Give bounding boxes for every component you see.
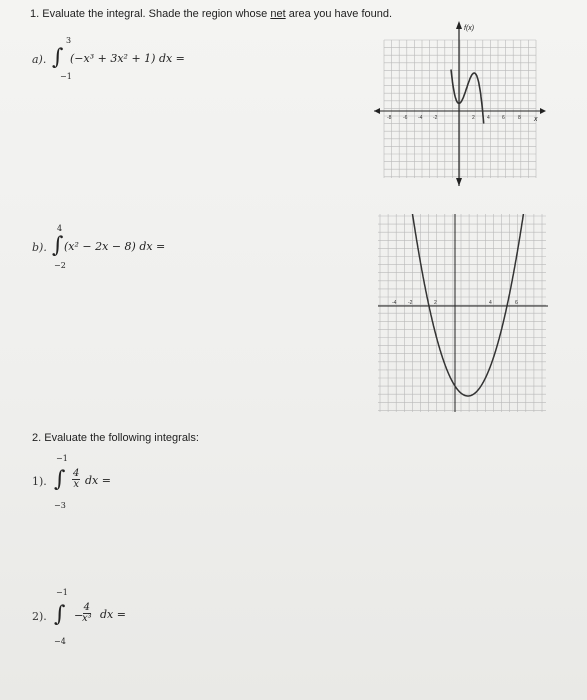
graph-b [378, 214, 550, 412]
tick-label: -2 [433, 115, 438, 121]
section-2-heading: 2. Evaluate the following integrals: [32, 432, 199, 444]
integral-sign: ∫ [54, 602, 66, 627]
problem-b [30, 224, 230, 270]
fraction-numerator: 4 [73, 468, 80, 479]
graph-b-grid [378, 214, 546, 412]
tick-label: 8 [518, 115, 521, 121]
problem-label: a). [32, 53, 47, 66]
tick-label: 4 [489, 300, 492, 306]
graph-a-x-arrow-left [374, 108, 380, 114]
tick-label: -8 [387, 115, 392, 121]
tick-label: 4 [487, 115, 490, 121]
graph-a-grid [384, 40, 536, 178]
heading-text-end: area you have found. [285, 8, 393, 20]
problem-label: 2). [32, 610, 47, 623]
graph-a-y-arrow [456, 21, 462, 29]
graph-a-y-label: f(x) [464, 25, 475, 32]
tick-label: 6 [502, 115, 505, 121]
section-1-heading [30, 8, 392, 20]
integrand: (−x³ + 3x² + 1) dx = [70, 52, 185, 65]
lower-limit: −3 [54, 501, 66, 510]
tick-label: 6 [515, 300, 518, 306]
heading-emphasis: net [270, 8, 286, 20]
lower-limit: −1 [60, 72, 72, 81]
upper-limit: −1 [56, 454, 68, 463]
lower-limit: −4 [54, 637, 66, 646]
graph-a [374, 18, 546, 188]
problem-label: 1). [32, 475, 47, 488]
graph-a-y-arrow-down [456, 178, 462, 186]
problem-1 [30, 452, 190, 512]
fraction [72, 469, 80, 490]
fraction-numerator: 4 [83, 602, 91, 613]
tick-label: -4 [392, 300, 397, 306]
lower-limit: −2 [54, 261, 66, 270]
fraction [82, 603, 92, 624]
tail: dx = [85, 474, 111, 487]
fraction-denominator: x³ [82, 613, 92, 624]
upper-limit: 3 [66, 36, 72, 45]
problem-2 [30, 586, 210, 646]
minus-sign: − [74, 609, 84, 622]
tick-label: -6 [403, 115, 408, 121]
problem-a [30, 36, 230, 80]
tick-label: -2 [408, 300, 413, 306]
tick-label: -4 [418, 115, 423, 121]
heading-text: 1. Evaluate the integral. Shade the region whose [30, 8, 271, 20]
upper-limit: −1 [56, 588, 68, 597]
tick-label: 2 [472, 115, 475, 121]
integral-sign: ∫ [52, 233, 64, 258]
integral-sign: ∫ [52, 45, 64, 70]
tick-label: 2 [434, 300, 437, 306]
tail: dx = [100, 608, 126, 621]
graph-a-x-arrow [540, 108, 546, 114]
integrand: (x² − 2x − 8) dx = [64, 240, 166, 253]
graph-a-x-label: x [534, 116, 538, 123]
integral-sign: ∫ [54, 467, 66, 492]
fraction-denominator: x [73, 479, 79, 490]
problem-label: b). [32, 241, 47, 254]
upper-limit: 4 [57, 224, 63, 233]
